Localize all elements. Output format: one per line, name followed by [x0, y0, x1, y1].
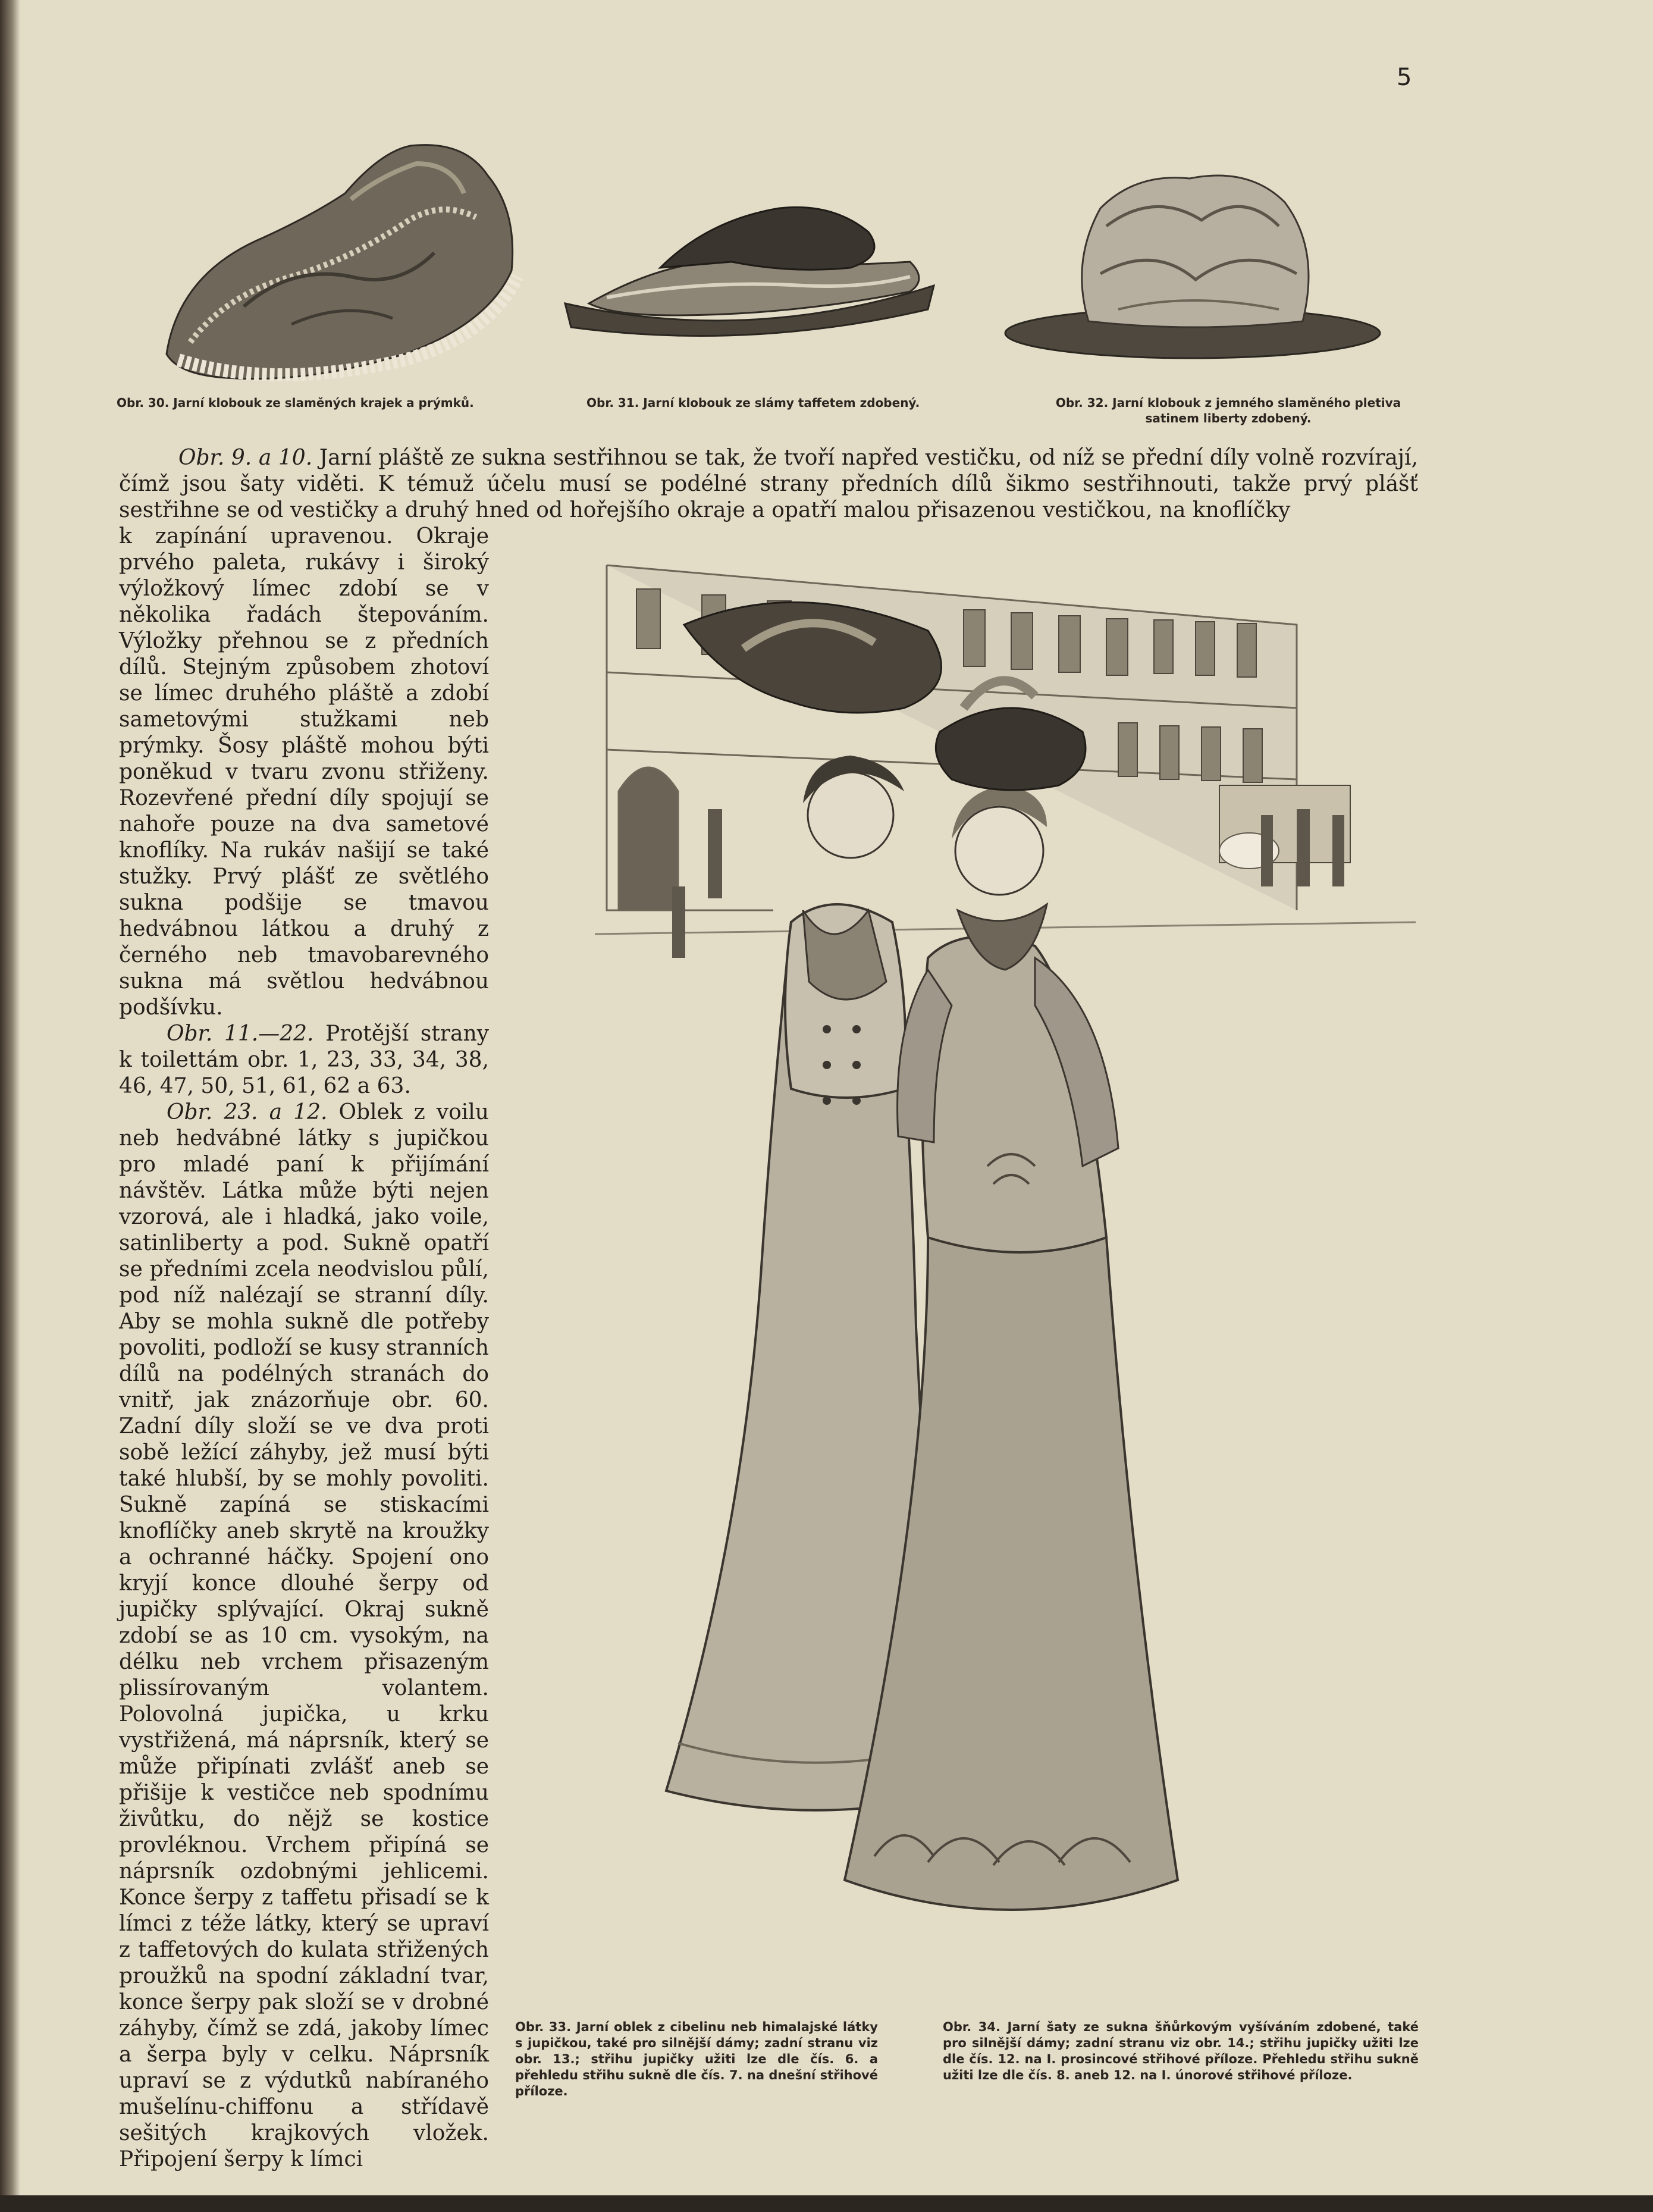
hat-30-illustration	[155, 128, 535, 390]
scan-bottom-edge	[0, 2195, 1653, 2212]
figure-33-caption: Obr. 33. Jarní oblek z cibelinu neb himalajské látky s jupičkou, také pro silnější dámy; zadní stranu viz obr. 13.; střihu jupičky užiti lze dle čís. 6. a přehledu střihu sukně dle čís. 7. na dnešní střihové příloze.	[515, 2020, 878, 2098]
intro-text: Jarní pláště ze sukna sestřihnou se tak, že tvoří napřed vestičku, od níž se přední díly volně rozvírají, čímž jsou šaty viděti. K témuž účelu musí se podélné strany předních dílů šikmo sestřihnouti, takže prvý plášť sestřihne se od vestičky a druhý hned od hořejšího okraje a opatří malou přisazenou vestičkou, na knoflíčky	[119, 446, 1418, 522]
page-binding-shadow	[0, 0, 20, 2212]
column-paragraph-3-ref: Obr. 23. a 12.	[167, 1100, 328, 1124]
column-paragraph-1: k zapínání upravenou. Okraje prvého paleta, rukávy i široký výložkový límec zdobí se v několika řadách štepováním. Výložky přehnou se z předních dílů. Stejným způsobem zhotoví se límec druhého pláště a zdobí sametovými stužkami neb prýmky. Šosy pláště mohou býti poněkud v tvaru zvonu střiženy. Rozevřené přední díly spojují se nahoře pouze na dva sametové knoflíky. Na rukáv našijí se také stužky. Prvý plášť ze světlého sukna podšije se tmavou hedvábnou látkou a druhý z černého neb tmavobarevného sukna má světlou hedvábnou podšívku.	[119, 524, 489, 1020]
intro-figure-ref: Obr. 9. a 10.	[178, 446, 313, 470]
figure-34-caption: Obr. 34. Jarní šaty ze sukna šňůrkovým vyšíváním zdobené, také pro silnější dámy; zadní stranu viz obr. 14.; střihu jupičky užiti lze dle čís. 12. na I. prosincové střihové příloze. Přehledu střihu sukně užiti lze dle čís. 8. aneb 12. na I. únorové střihové příloze.	[943, 2020, 1419, 2082]
page-number: 5	[1397, 64, 1412, 91]
column-paragraph-2	[119, 1021, 489, 1099]
hat-31-illustration	[553, 196, 946, 345]
hat-32-illustration	[999, 155, 1386, 369]
column-paragraph-2-text: Protější strany k toilettám obr. 1, 23, 33, 34, 38, 46, 47, 50, 51, 61, 62 a 63.	[119, 1022, 489, 1098]
column-paragraph-2-ref: Obr. 11.—22.	[167, 1022, 314, 1046]
column-paragraph-3-text: Oblek z voilu neb hedvábné látky s jupičkou pro mladé paní k přijímání návštěv. Látka může býti nejen vzorová, ale i hladká, jako voile, satinliberty a pod. Sukně opatří se předními zcela neodvislou půlí, pod níž nalézají se stranní díly. Aby se mohla sukně dle potřeby povoliti, podloží se kusy stranních dílů na podélných stranách do vnitř, jak znázorňuje obr. 60. Zadní díly složí se ve dva proti sobě ležící záhyby, jež musí býti také hlubší, by se mohly povoliti. Sukně zapíná se stiskacími knoflíčky aneb skrytě na kroužky a ochranné háčky. Spojení ono kryjí konce dlouhé šerpy od jupičky splývající. Okraj sukně zdobí se as 10 cm. vysokým, na délku neb vrchem přisazeným plissírovaným volantem. Polovolná jupička, u krku vystřižená, má náprsník, který se může připínati zvlášť aneb se přišije k vestičce neb spodnímu živůtku, do nějž se kostice provléknou. Vrchem připíná se náprsník ozdobnými jehlicemi. Konce šerpy z taffetu přisadí se k límci z téže látky, který se upraví z taffetových do kulata střižených proužků na spodní základní tvar, konce šerpy pak složí se v drobné záhyby, čímž se zdá, jakoby límec a šerpa byly v celku. Náprsník upraví se z výdutků nabíraného mušelínu-chiffonu a střídavě sešitých krajkových vložek. Připojení šerpy k límci	[119, 1100, 489, 2172]
column-paragraph-3	[119, 1099, 489, 2173]
hat-32-caption: Obr. 32. Jarní klobouk z jemného slaměného pletiva satinem liberty zdobený.	[1055, 396, 1401, 425]
main-fashion-illustration	[595, 553, 1428, 1969]
hat-31-caption: Obr. 31. Jarní klobouk ze slámy taffetem zdobený.	[586, 396, 920, 410]
hat-30-caption: Obr. 30. Jarní klobouk ze slaměných krajek a prýmků.	[117, 396, 474, 410]
left-text-column	[119, 524, 489, 2172]
